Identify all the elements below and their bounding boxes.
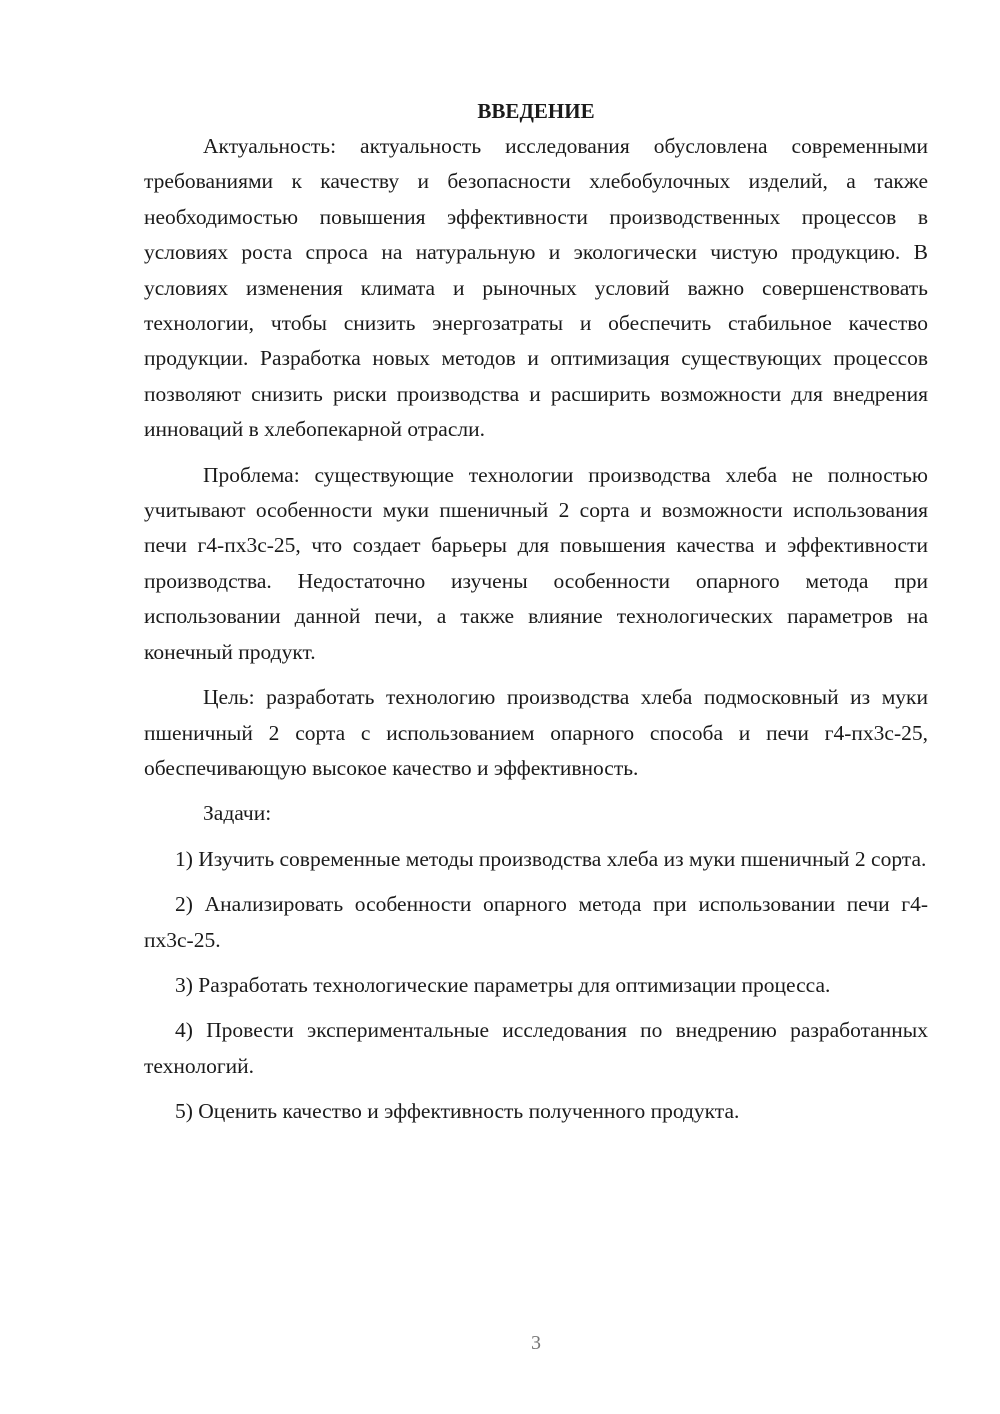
problem-paragraph: Проблема: существующие технологии производства хлеба не полностью учитывают особенности муки пшеничный 2 сорта и возможности использования печи г4-пх3с-25, что создает барьеры для повышения качества и эффективности производства. Недостаточно изучены особенности опарного метода при использовании данной печи, а также влияние технологических параметров на конечный продукт. (144, 462, 928, 664)
page-number: 3 (531, 1332, 541, 1354)
task-item: 3) Разработать технологические параметры для оптимизации процесса. (175, 972, 831, 997)
task-item: 1) Изучить современные методы производства хлеба из муки пшеничный 2 сорта. (175, 846, 927, 871)
goal-paragraph: Цель: разработать технологию производства хлеба подмосковный из муки пшеничный 2 сорта с использованием опарного способа и печи г4-пх3с-25, обеспечивающую высокое качество и эффективность. (144, 685, 928, 780)
task-item: 2) Анализировать особенности опарного метода при использовании печи г4-пх3с-25. (144, 892, 928, 952)
task-item: 4) Провести экспериментальные исследования по внедрению разработанных технологий. (144, 1018, 928, 1078)
relevance-paragraph: Актуальность: актуальность исследования обусловлена современными требованиями к качеству и безопасности хлебобулочных изделий, а также необходимостью повышения эффективности производственных процессов в условиях роста спроса на натуральную и экологически чистую продукцию. В условиях изменения климата и рыночных условий важно совершенствовать технологии, чтобы снизить энергозатраты и обеспечить стабильное качество продукции. Разработка новых методов и оптимизация существующих процессов позволяют снизить риски производства и расширить возможности для внедрения инноваций в хлебопекарной отрасли. (144, 134, 928, 442)
section-title: ВВЕДЕНИЕ (477, 99, 595, 123)
task-item: 5) Оценить качество и эффективность полученного продукта. (175, 1099, 740, 1124)
document-body (144, 94, 928, 1130)
tasks-heading: Задачи: (203, 801, 272, 826)
